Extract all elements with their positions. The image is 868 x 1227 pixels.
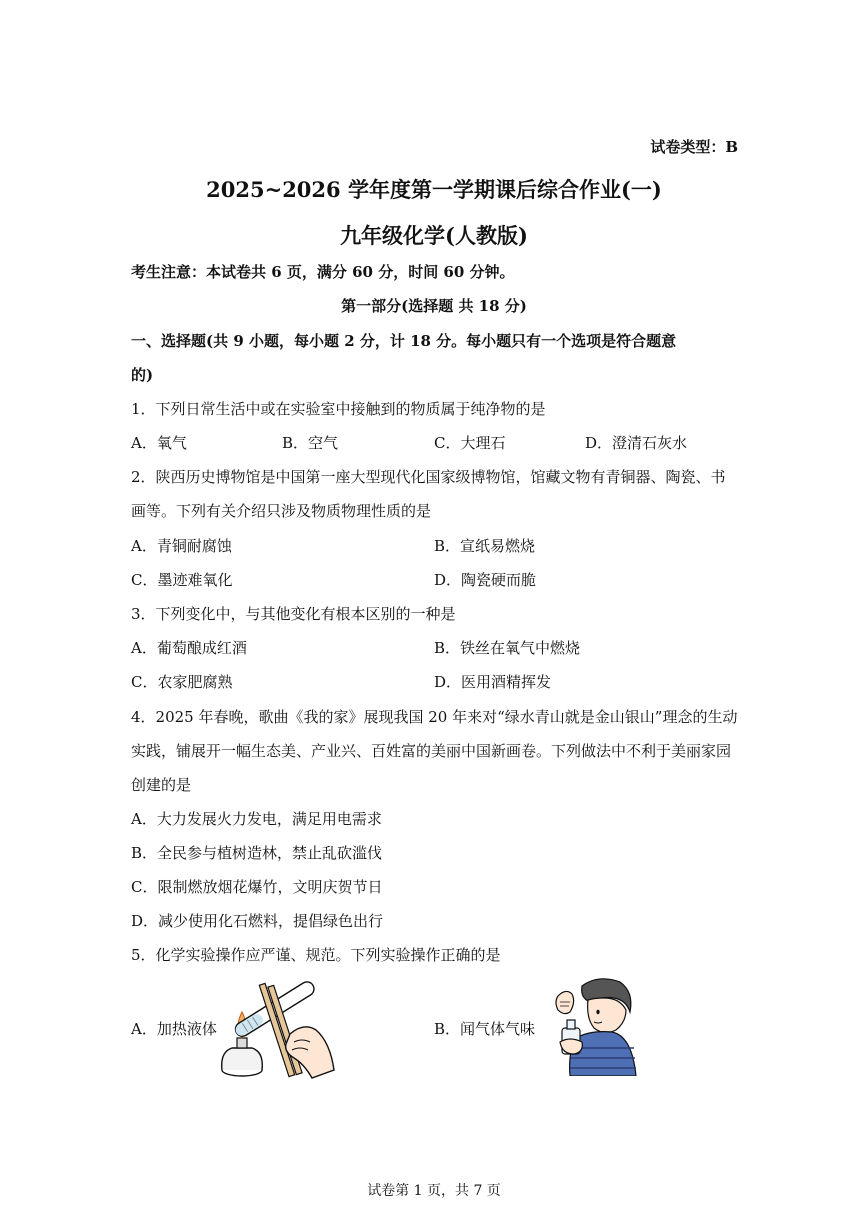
question-3-stem: 3．下列变化中，与其他变化有根本区别的一种是 <box>131 605 456 623</box>
question-3-option-a: A．葡萄酿成红酒 <box>131 639 247 657</box>
question-5-option-b: B．闻气体气味 <box>434 1020 536 1038</box>
question-1-option-b: B．空气 <box>282 434 339 452</box>
question-2-option-d: D．陶瓷硬而脆 <box>434 571 537 589</box>
exam-notice: 考生注意：本试卷共 6 页，满分 60 分，时间 60 分钟。 <box>131 263 515 281</box>
question-2-option-a: A．青铜耐腐蚀 <box>131 537 232 555</box>
smelling-gas-illustration <box>540 972 640 1076</box>
question-4-stem-end: 创建的是 <box>131 776 192 794</box>
page-subtitle: 九年级化学(人教版) <box>340 223 528 248</box>
question-1-option-a: A．氧气 <box>131 434 187 452</box>
heating-liquid-illustration <box>212 972 337 1082</box>
question-3-option-c: C．农家肥腐熟 <box>131 673 233 691</box>
question-2-option-c: C．墨迹难氧化 <box>131 571 233 589</box>
question-1-stem: 1．下列日常生活中或在实验室中接触到的物质属于纯净物的是 <box>131 400 546 418</box>
question-5-stem: 5．化学实验操作应严谨、规范。下列实验操作正确的是 <box>131 946 501 964</box>
question-2-stem-cont: 画等。下列有关介绍只涉及物质物理性质的是 <box>131 502 432 520</box>
page-footer: 试卷第 1 页，共 7 页 <box>367 1183 501 1199</box>
question-1-option-d: D．澄清石灰水 <box>585 434 688 452</box>
question-4-stem-cont: 实践，铺展开一幅生态美、产业兴、百姓富的美丽中国新画卷。下列做法中不利于美丽家园 <box>131 742 732 760</box>
page-title: 2025~2026 学年度第一学期课后综合作业(一) <box>206 177 662 202</box>
question-4-option-c: C．限制燃放烟花爆竹，文明庆贺节日 <box>131 878 383 896</box>
question-4-option-a: A．大力发展火力发电，满足用电需求 <box>131 810 382 828</box>
question-4-option-d: D．减少使用化石燃料，提倡绿色出行 <box>131 912 384 930</box>
paper-type: 试卷类型：B <box>650 138 738 156</box>
section1-heading-cont: 的) <box>131 366 154 384</box>
section1-heading: 一、选择题(共 9 小题，每小题 2 分，计 18 分。每小题只有一个选项是符合题意 <box>131 332 677 350</box>
question-5-option-a: A．加热液体 <box>131 1020 217 1038</box>
part1-title: 第一部分(选择题 共 18 分) <box>341 297 527 315</box>
question-4-option-b: B．全民参与植树造林，禁止乱砍滥伐 <box>131 844 383 862</box>
question-2-stem: 2．陕西历史博物馆是中国第一座大型现代化国家级博物馆，馆藏文物有青铜器、陶瓷、书 <box>131 468 726 486</box>
question-3-option-b: B．铁丝在氧气中燃烧 <box>434 639 581 657</box>
question-4-stem: 4．2025 年春晚，歌曲《我的家》展现我国 20 年来对“绿水青山就是金山银山”理念的生动 <box>131 708 738 726</box>
question-2-option-b: B．宣纸易燃烧 <box>434 537 536 555</box>
question-3-option-d: D．医用酒精挥发 <box>434 673 552 691</box>
question-1-option-c: C．大理石 <box>434 434 506 452</box>
